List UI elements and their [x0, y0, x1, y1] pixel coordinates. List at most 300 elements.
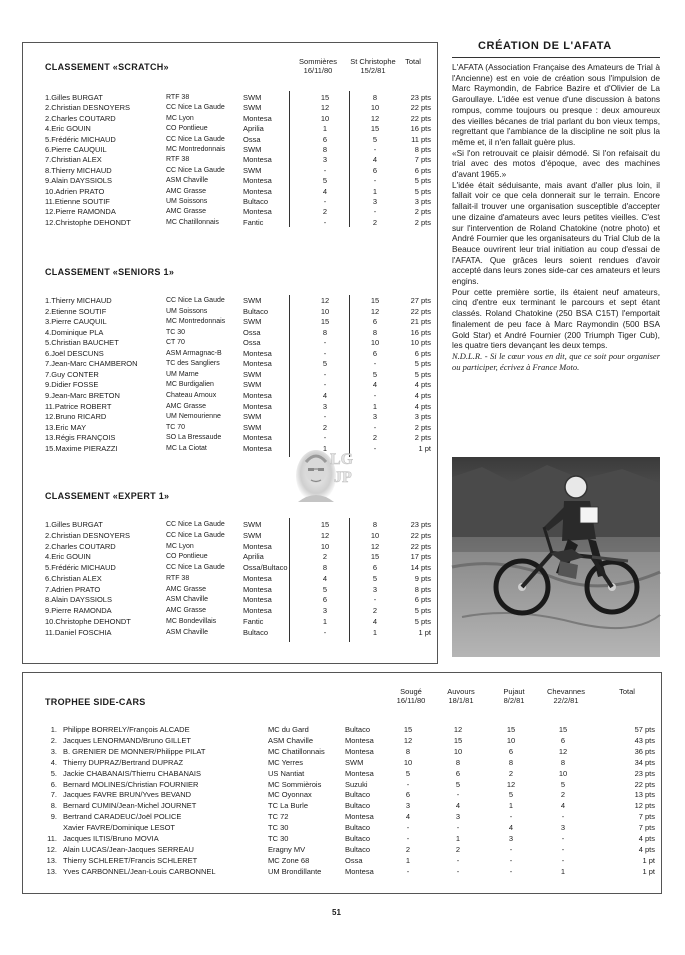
points-event-1: -	[406, 779, 410, 789]
motorcycle-brand: SWM	[243, 380, 262, 390]
rider-name: 2.Charles COUTARD	[45, 541, 116, 551]
points-event-1: 8	[322, 145, 328, 154]
points-event-2: 3	[372, 197, 378, 206]
points-total: 1 pt	[642, 855, 655, 865]
points-total: 4 pts	[638, 834, 655, 843]
points-event-2: 12	[370, 306, 380, 316]
watermark-jp: JP	[334, 469, 352, 486]
points-event-2: 8	[372, 327, 378, 337]
points-event-1: -	[406, 823, 410, 833]
points-event-4: 1	[560, 866, 566, 876]
points-event-1: 2	[322, 422, 328, 432]
points-event-2: -	[373, 176, 377, 186]
club-name: CC Nice La Gaude	[166, 531, 225, 539]
table-row	[23, 155, 439, 165]
crew-names: Jacques ILTIS/Bruno MOVIA	[63, 834, 159, 843]
crew-names: Thierry SCHLERET/Francis SCHLERET	[63, 855, 198, 865]
points-event-4: 4	[560, 801, 566, 811]
table-row	[23, 197, 439, 207]
crew-names: Yves CARBONNEL/Jean-Louis CARBONNEL	[63, 866, 216, 876]
points-event-4: -	[561, 855, 565, 865]
points-event-2: -	[373, 443, 377, 453]
club-name: CC Nice La Gaude	[166, 166, 225, 174]
club-name: CO Pontlieue	[166, 553, 208, 561]
rider-name: 5.Christian BAUCHET	[45, 338, 119, 348]
rank: 11.	[47, 834, 57, 843]
points-total: 22 pts	[410, 530, 431, 540]
rider-name: 11.Daniel FOSCHIA	[45, 627, 112, 637]
points-event-2: 6	[372, 165, 378, 175]
article-paragraph: L'AFATA (Association Française des Amateurs de Trial à l'Ancienne) est en voie de création sous l'impulsion de Marc Raymondin, de Fabrice Bazire et d'Olivier de La Garoullaye. L'idée est venue d'une discussion à batons rompus, comme toujours ou presque : deux amoureux des vieilles bécanes de trial parlant du bon vieux temps, regrettant que l'ambiance de la discipline ne soit plus la même et, il n'en fallait guère plus.	[452, 62, 660, 147]
points-event-3: -	[509, 866, 513, 876]
points-event-2: 15	[370, 124, 380, 134]
points-event-2: -	[456, 866, 460, 876]
points-total: 3 pts	[414, 412, 431, 422]
points-event-3: 8	[508, 757, 514, 767]
points-total: 5 pts	[414, 606, 431, 615]
motorcycle-brand: Ossa	[243, 327, 261, 337]
rider-name: 7.Guy CONTER	[45, 369, 99, 379]
club-name: AMC Grasse	[166, 607, 207, 614]
points-event-2: 8	[455, 757, 461, 767]
watermark-lg: LG	[330, 451, 354, 468]
table-row	[23, 135, 439, 145]
points-event-1: -	[406, 866, 410, 876]
table-row	[23, 296, 439, 306]
table-row	[23, 563, 439, 573]
points-event-1: 8	[322, 563, 328, 572]
table-row	[23, 856, 663, 867]
article-rule	[452, 57, 660, 58]
seniors-title: CLASSEMENT «SENIORS 1»	[45, 267, 175, 277]
points-event-2: -	[373, 422, 377, 432]
points-event-4: -	[561, 844, 565, 854]
points-total: 7 pts	[414, 155, 431, 165]
points-event-1: 1	[322, 124, 328, 134]
points-event-4: 10	[558, 768, 568, 778]
table-row	[23, 845, 663, 856]
expert-title: CLASSEMENT «EXPERT 1»	[45, 491, 170, 501]
rider-name: 1.Gilles BURGAT	[45, 93, 103, 102]
points-event-2: -	[373, 390, 377, 400]
points-event-3: 10	[506, 735, 516, 745]
club-name: TC 30	[268, 834, 289, 843]
club-name: MC La Ciotat	[166, 444, 207, 452]
points-event-3: 12	[506, 779, 516, 789]
points-event-1: 6	[322, 134, 328, 144]
points-total: 4 pts	[414, 380, 431, 390]
rank: 3.	[50, 746, 57, 756]
points-event-2: 6	[372, 317, 378, 327]
table-row	[23, 124, 439, 134]
points-total: 2 pts	[414, 217, 431, 227]
trial-motorcycle-photo	[452, 457, 660, 657]
points-event-1: 3	[322, 606, 328, 615]
points-event-2: 6	[455, 768, 461, 778]
points-total: 8 pts	[414, 584, 431, 594]
rider-name: 1.Thierry MICHAUD	[45, 296, 112, 305]
sidecar-col-head	[438, 687, 484, 705]
points-event-2: 3	[372, 412, 378, 422]
points-event-2: 12	[370, 541, 380, 551]
rider-name: 6.Pierre CAUQUIL	[45, 145, 107, 154]
club-name: ASM Chaville	[166, 596, 209, 604]
motorcycle-brand: SWM	[243, 520, 262, 529]
club-name: AMC Grasse	[166, 402, 207, 410]
table-row	[23, 103, 439, 113]
rider-name: 4.Dominique PLA	[45, 327, 104, 337]
rider-name: 9.Pierre RAMONDA	[45, 606, 112, 615]
points-event-3: -	[509, 855, 513, 865]
motorcycle-brand: Montesa	[243, 207, 272, 217]
points-total: 17 pts	[410, 552, 431, 562]
club-name: UM Brondillante	[268, 866, 322, 876]
sidecar-col-date: 22/2/81	[553, 696, 579, 705]
rider-name: 4.Eric GOUIN	[45, 552, 91, 562]
points-event-1: 4	[405, 812, 411, 822]
crew-names: Alain LUCAS/Jean-Jacques SERREAU	[63, 844, 194, 854]
points-event-3: 15	[506, 725, 516, 734]
points-event-1: -	[323, 197, 327, 206]
table-row	[23, 736, 663, 747]
points-event-1: 10	[403, 757, 413, 767]
points-event-4: 12	[558, 746, 568, 756]
points-event-3: -	[509, 812, 513, 822]
sidecar-col-total: Total	[619, 687, 635, 696]
article-paragraph: «Si l'on retrouvait ce plaisir démodé. Si l'on refaisait du trial avec des motos d'époque, avec des machines d'avant 1965.»	[452, 147, 660, 180]
table-row	[23, 552, 439, 562]
club-name: TC des Sangliers	[166, 360, 220, 368]
points-total: 57 pts	[634, 725, 655, 734]
points-event-2: 1	[372, 186, 378, 196]
table-row	[23, 520, 439, 530]
points-event-4: 2	[560, 790, 566, 800]
club-name: CO Pontlieue	[166, 125, 208, 133]
points-event-1: -	[323, 338, 327, 348]
points-total: 1 pt	[418, 443, 431, 453]
table-row	[23, 218, 439, 228]
points-event-4: 8	[560, 757, 566, 767]
points-total: 2 pts	[414, 207, 431, 217]
table-row	[23, 166, 439, 176]
motorcycle-brand: SWM	[243, 369, 262, 379]
points-total: 4 pts	[638, 844, 655, 854]
motorcycle-brand: Montesa	[243, 573, 272, 583]
motorcycle-brand: Montesa	[243, 606, 272, 615]
club-name: ASM Armagnac-B	[166, 349, 222, 357]
table-row	[23, 370, 439, 380]
points-total: 43 pts	[634, 735, 655, 745]
points-total: 22 pts	[410, 103, 431, 113]
motorcycle-brand: Bultaco	[243, 197, 269, 206]
points-event-2: 15	[453, 735, 463, 745]
sidecar-col-head	[543, 687, 589, 705]
motorcycle-brand: Bultaco	[243, 627, 269, 637]
points-event-1: 1	[322, 443, 328, 453]
points-event-2: -	[373, 359, 377, 369]
points-total: 4 pts	[414, 401, 431, 411]
points-event-2: -	[456, 823, 460, 833]
points-event-2: 15	[370, 296, 380, 305]
motorcycle-brand: SWM	[243, 530, 262, 540]
motorcycle-brand: Fantic	[243, 217, 264, 227]
points-event-4: -	[561, 812, 565, 822]
table-row	[23, 93, 439, 103]
points-total: 5 pts	[414, 359, 431, 369]
sidecar-col-date: 8/2/81	[503, 696, 525, 705]
points-event-3: 3	[508, 834, 514, 843]
table-row	[23, 531, 439, 541]
motorcycle-brand: Aprilia	[243, 552, 264, 562]
sidecar-col-name: Sougé	[400, 687, 422, 696]
points-event-1: -	[323, 433, 327, 443]
sidecar-title: TROPHEE SIDE-CARS	[45, 697, 146, 707]
club-name: US Nantiat	[268, 768, 305, 778]
points-event-2: 5	[372, 134, 378, 144]
motorcycle-brand: Bultaco	[345, 790, 371, 800]
motorcycle-brand: SWM	[243, 317, 262, 327]
motorcycle-brand: Montesa	[345, 735, 374, 745]
points-total: 27 pts	[410, 296, 431, 305]
club-name: ASM Chaville	[268, 735, 314, 745]
motorcycle-brand: Montesa	[345, 768, 374, 778]
motorcycle-brand: Bultaco	[243, 306, 269, 316]
club-name: AMC Grasse	[166, 585, 207, 593]
crew-names: Thierry DUPRAZ/Bertrand DUPRAZ	[63, 757, 184, 767]
table-row	[23, 444, 439, 454]
rank: 2.	[50, 735, 57, 745]
table-row	[23, 176, 439, 186]
points-event-2: 15	[370, 552, 380, 562]
points-total: 6 pts	[414, 595, 431, 605]
points-event-2: 5	[372, 573, 378, 583]
points-event-2: 5	[372, 369, 378, 379]
rank: 9.	[50, 812, 57, 822]
motorcycle-brand: Montesa	[243, 113, 272, 123]
article-paragraph: Pour cette première sortie, ils étaient neuf amateurs, cinq d'entre eux terminant le parcours et sept étant classés. Roland Chatokine (250 BSA C15T) l'emportait finalement de peu face à Marc Raymondin (500 BSA Gold Star) et André Fournier (200 Triumph Tiger Cub), les quatre tiers devançant les deux temps.	[452, 286, 660, 351]
motorcycle-brand: Montesa	[243, 401, 272, 411]
points-total: 21 pts	[410, 317, 431, 327]
points-total: 23 pts	[410, 93, 431, 102]
rider-name: 1.Gilles BURGAT	[45, 520, 103, 529]
col-head-total-label: Total	[405, 57, 421, 66]
sidecar-col-name: Auvours	[447, 687, 475, 696]
club-name: TC 30	[268, 823, 289, 833]
rank: 13.	[46, 855, 57, 865]
points-event-4: 3	[560, 823, 566, 833]
points-event-1: 6	[405, 790, 411, 800]
rank: 8.	[50, 801, 57, 811]
club-name: RTF 38	[166, 156, 190, 164]
motorcycle-brand: Montesa	[243, 155, 272, 165]
motorcycle-brand: Montesa	[243, 348, 272, 358]
rider-name: 12.Bruno RICARD	[45, 412, 107, 422]
table-row	[23, 801, 663, 812]
points-event-1: 1	[405, 855, 411, 865]
motorcycle-brand: Bultaco	[345, 725, 371, 734]
club-name: RTF 38	[166, 574, 190, 582]
rider-name: 3.Pierre CAUQUIL	[45, 317, 107, 327]
club-name: MC Sommièrois	[268, 779, 322, 789]
rider-name: 4.Eric GOUIN	[45, 124, 91, 134]
rider-name: 15.Maxime PIERAZZI	[45, 443, 118, 453]
club-name: RTF 38	[166, 94, 190, 101]
points-event-1: 2	[322, 552, 328, 562]
points-total: 5 pts	[414, 186, 431, 196]
sidecar-col-name: Pujaut	[503, 687, 525, 696]
points-event-3: 5	[508, 790, 514, 800]
points-event-1: 4	[322, 390, 328, 400]
motorcycle-brand: Montesa	[243, 176, 272, 186]
club-name: AMC Grasse	[166, 208, 207, 216]
points-event-2: 1	[455, 834, 461, 843]
points-total: 5 pts	[414, 616, 431, 626]
rider-name: 7.Adrien PRATO	[45, 584, 101, 594]
points-event-4: 15	[558, 725, 568, 734]
points-event-4: 6	[560, 735, 566, 745]
crew-names: B. GRENIER DE MONNER/Philippe PILAT	[63, 746, 206, 756]
points-event-1: 3	[322, 155, 328, 165]
points-total: 9 pts	[414, 573, 431, 583]
article-paragraph: L'idée était séduisante, mais avant d'aller plus loin, il fallait voir ce que cela donnerait sur le terrain. Encore fallait-il trouver une organisation susceptible d'accepter une dizaine d'amateurs avec leurs petites vieilles. C'est sur l'intervention de Roland Chatokine (notre photo) et André Fournier que les organisateurs du Trial Club de la Beauce ouvrirent leur trial initiation au coup d'essai de l'AFATA. Que grâces leurs soient rendues d'avoir accepté dans leurs zones side-car ces amateurs et leurs engins.	[452, 179, 660, 287]
motorcycle-brand: SWM	[345, 757, 364, 767]
points-event-2: 2	[372, 606, 378, 615]
table-row	[23, 423, 439, 433]
table-row	[23, 412, 439, 422]
table-row	[23, 207, 439, 217]
points-total: 22 pts	[410, 541, 431, 551]
table-row	[23, 328, 439, 338]
points-total: 13 pts	[634, 790, 655, 800]
points-event-2: 1	[372, 401, 378, 411]
points-event-2: -	[373, 207, 377, 217]
points-event-2: 4	[372, 380, 378, 390]
rider-name: 7.Jean-Marc CHAMBERON	[45, 359, 138, 369]
rank: 7.	[50, 790, 57, 800]
table-row	[23, 628, 439, 638]
points-total: 22 pts	[410, 306, 431, 316]
table-row	[23, 317, 439, 327]
points-event-2: 5	[455, 779, 461, 789]
points-event-1: 12	[403, 735, 413, 745]
col-head-sommieres-name: Sommières	[299, 57, 337, 66]
club-name: CC Nice La Gaude	[166, 104, 225, 112]
crew-names: Philippe BORRELY/François ALCADE	[63, 725, 190, 734]
motorcycle-brand: Montesa	[243, 584, 272, 594]
table-row	[23, 606, 439, 616]
rider-name: 5.Frédéric MICHAUD	[45, 563, 116, 572]
crew-names: Bertrand CARADEUC/Joël POLICE	[63, 812, 182, 822]
points-total: 7 pts	[638, 812, 655, 822]
table-row	[23, 402, 439, 412]
points-event-2: 8	[372, 93, 378, 102]
points-event-1: -	[323, 348, 327, 358]
table-row	[23, 542, 439, 552]
points-event-2: 4	[372, 155, 378, 165]
table-row	[23, 823, 663, 834]
club-name: MC Lyon	[166, 114, 194, 122]
rider-name: 2.Christian DESNOYERS	[45, 103, 131, 113]
article-note: N.D.L.R. - Si le cœur vous en dit, que ce soit pour organiser ou participer, écrivez à France Moto.	[452, 350, 660, 372]
points-event-2: 3	[455, 812, 461, 822]
table-row	[23, 391, 439, 401]
points-total: 4 pts	[414, 390, 431, 400]
motorcycle-brand: SWM	[243, 93, 262, 102]
rank: 5.	[50, 768, 57, 778]
points-event-2: 12	[370, 113, 380, 123]
motorcycle-brand: Fantic	[243, 616, 264, 626]
table-row	[23, 585, 439, 595]
sidecar-col-head	[388, 687, 434, 705]
rank: 4.	[50, 757, 57, 767]
points-event-1: 12	[320, 530, 330, 540]
club-name: UM Nemourienne	[166, 413, 221, 421]
motorcycle-brand: SWM	[243, 412, 262, 422]
rider-name: 10.Adrien PRATO	[45, 186, 105, 196]
table-row	[23, 574, 439, 584]
points-event-2: -	[456, 790, 460, 800]
table-row	[23, 349, 439, 359]
points-event-1: 15	[320, 317, 330, 327]
motorcycle-brand: Ossa	[243, 338, 261, 348]
points-event-2: 2	[372, 217, 378, 227]
club-name: MC Yerres	[268, 757, 304, 767]
points-total: 12 pts	[634, 801, 655, 811]
points-event-2: 4	[455, 801, 461, 811]
points-event-1: -	[323, 412, 327, 422]
rider-name: 11.Patrice ROBERT	[45, 401, 112, 411]
club-name: TC 72	[268, 812, 289, 822]
motorcycle-brand: Bultaco	[345, 823, 371, 833]
points-total: 8 pts	[414, 145, 431, 154]
club-name: TC La Burle	[268, 801, 309, 811]
points-event-2: 10	[370, 530, 380, 540]
points-event-1: 10	[320, 113, 330, 123]
portrait-photo	[290, 440, 354, 510]
points-total: 22 pts	[410, 113, 431, 123]
club-name: MC Oyonnax	[268, 790, 312, 800]
points-event-1: -	[323, 165, 327, 175]
article-title: CRÉATION DE L'AFATA	[478, 40, 612, 52]
motorcycle-brand: Ossa	[243, 134, 261, 144]
rank: 1.	[50, 725, 57, 734]
col-head-stchristophe-date: 15/2/81	[360, 66, 386, 75]
points-total: 23 pts	[634, 768, 655, 778]
rider-name: 8.Thierry MICHAUD	[45, 165, 112, 175]
points-event-1: 6	[322, 595, 328, 605]
points-event-3: -	[509, 844, 513, 854]
rider-name: 2.Charles COUTARD	[45, 113, 116, 123]
points-total: 34 pts	[634, 757, 655, 767]
club-name: UM Marne	[166, 370, 199, 378]
points-total: 1 pt	[642, 866, 655, 876]
points-event-1: 10	[320, 541, 330, 551]
points-total: 5 pts	[414, 176, 431, 186]
points-total: 6 pts	[414, 348, 431, 358]
club-name: TC 30	[166, 328, 186, 336]
rank: 6.	[50, 779, 57, 789]
rider-name: 2.Etienne SOUTIF	[45, 306, 107, 316]
rider-name: 5.Frédéric MICHAUD	[45, 134, 116, 144]
motorcycle-brand: SWM	[243, 296, 262, 305]
rider-name: 6.Joël DESCUNS	[45, 348, 104, 358]
club-name: ASM Chaville	[166, 628, 209, 636]
club-name: MC Burdigalien	[166, 381, 214, 389]
points-event-2: 2	[372, 433, 378, 443]
motorcycle-brand: Montesa	[345, 812, 374, 822]
club-name: CT 70	[166, 339, 185, 347]
crew-names: Bernard MOLINES/Christian FOURNIER	[63, 779, 199, 789]
